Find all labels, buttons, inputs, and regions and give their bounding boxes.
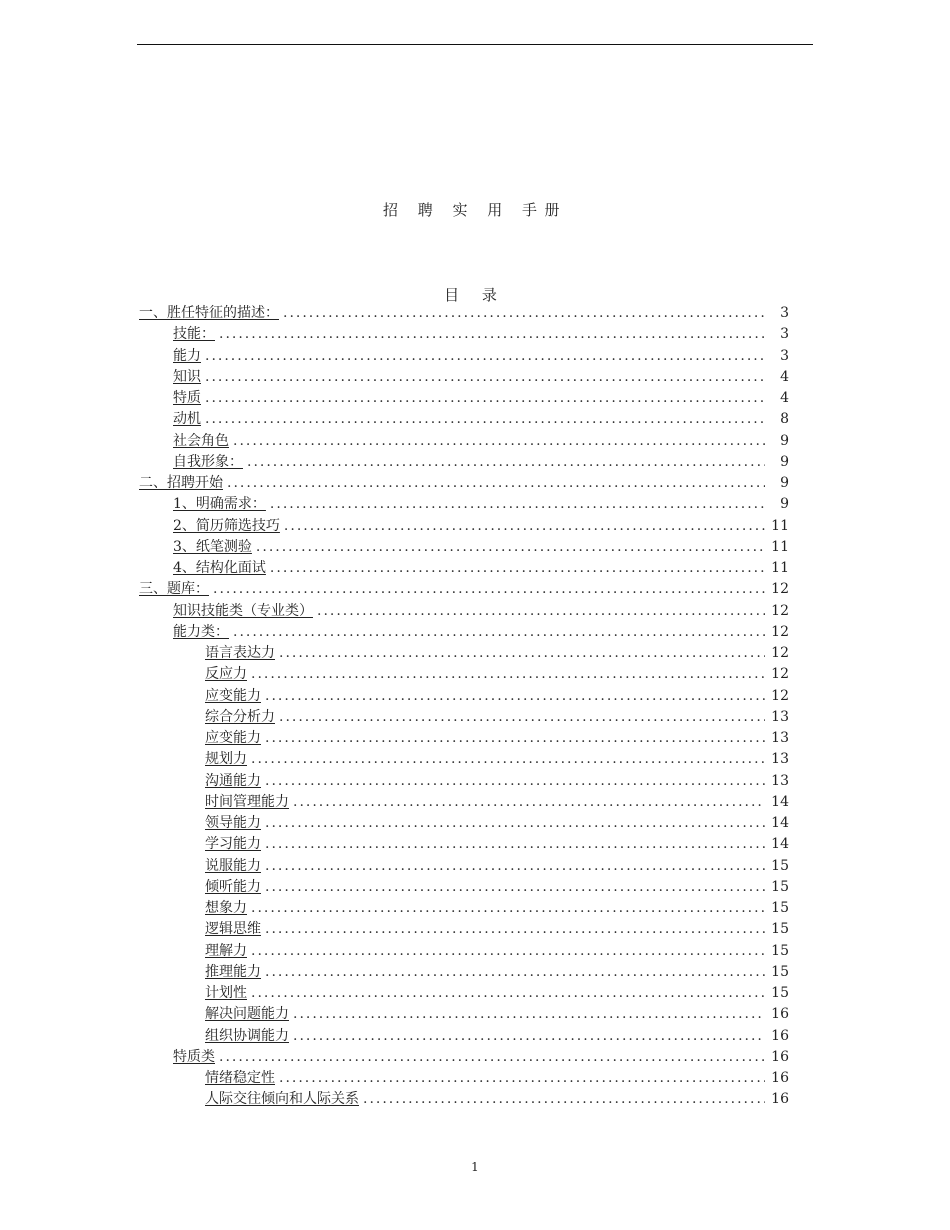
toc-entry[interactable]	[139, 919, 789, 940]
header-rule	[137, 44, 813, 45]
toc-dot-leader	[279, 707, 765, 728]
toc-entry-label[interactable]: 应变能力	[205, 687, 261, 704]
toc-entry[interactable]	[139, 346, 789, 367]
toc-entry[interactable]	[139, 792, 789, 813]
toc-entry-label[interactable]: 时间管理能力	[205, 793, 289, 810]
toc-dot-leader	[205, 409, 765, 430]
toc-dot-leader	[219, 1047, 765, 1068]
toc-entry-page: 12	[771, 666, 789, 683]
toc-entry[interactable]	[139, 537, 789, 558]
toc-dot-leader	[279, 1068, 765, 1089]
toc-entry[interactable]	[139, 473, 789, 494]
toc-entry-page: 12	[771, 602, 789, 619]
toc-entry-label[interactable]: 计划性	[205, 985, 247, 1001]
toc-dot-leader	[284, 516, 765, 537]
toc-entry[interactable]	[139, 409, 789, 430]
toc-dot-leader	[205, 388, 765, 409]
toc-entry-label[interactable]: 人际交往倾向和人际关系	[205, 1091, 359, 1108]
toc-entry-label[interactable]: 逻辑思维	[205, 921, 261, 938]
toc-dot-leader	[283, 303, 765, 324]
toc-dot-leader	[293, 792, 765, 813]
toc-entry-page: 3	[780, 347, 789, 364]
toc-entry[interactable]	[139, 1089, 789, 1110]
toc-entry-label[interactable]: 3、纸笔测验	[173, 538, 252, 555]
toc-entry-label[interactable]: 想象力	[205, 900, 247, 916]
toc-heading: 目 录	[444, 286, 506, 304]
toc-entry[interactable]	[139, 813, 789, 834]
toc-dot-leader	[279, 643, 765, 664]
toc-entry[interactable]	[139, 898, 789, 919]
toc-entry-label[interactable]: 三、题库：	[139, 581, 209, 598]
toc-entry[interactable]	[139, 579, 789, 600]
toc-entry[interactable]	[139, 324, 789, 345]
toc-dot-leader	[233, 431, 765, 452]
toc-entry[interactable]	[139, 771, 789, 792]
toc-entry[interactable]	[139, 962, 789, 983]
toc-entry-label[interactable]: 特质	[173, 390, 201, 406]
toc-entry[interactable]	[139, 856, 789, 877]
toc-entry-page: 13	[771, 708, 789, 725]
toc-dot-leader	[265, 771, 765, 792]
toc-entry-page: 15	[771, 857, 789, 874]
toc-entry-page: 15	[771, 942, 789, 959]
toc-entry-label[interactable]: 知识	[173, 368, 201, 385]
toc-dot-leader	[265, 856, 765, 877]
toc-entry[interactable]	[139, 1004, 789, 1025]
toc-dot-leader	[213, 579, 765, 600]
toc-entry-page: 14	[771, 815, 789, 831]
toc-entry[interactable]	[139, 622, 789, 643]
toc-dot-leader	[256, 537, 765, 558]
toc-entry[interactable]	[139, 941, 789, 962]
toc-entry-page: 4	[780, 368, 789, 385]
toc-entry-page: 14	[771, 836, 789, 853]
toc-entry-label[interactable]: 综合分析力	[205, 708, 275, 725]
toc-entry-label[interactable]: 1、明确需求：	[173, 496, 266, 513]
toc-dot-leader	[205, 346, 765, 367]
toc-entry[interactable]	[139, 707, 789, 728]
toc-entry-page: 13	[771, 751, 789, 768]
toc-entry[interactable]	[139, 388, 789, 409]
toc-entry[interactable]	[139, 367, 789, 388]
toc-entry-page: 12	[771, 645, 789, 661]
toc-entry-label[interactable]: 2、简历筛选技巧	[173, 517, 280, 534]
toc-entry-page: 9	[780, 453, 789, 470]
toc-dot-leader	[227, 473, 765, 494]
toc-entry-page: 16	[771, 1006, 789, 1023]
toc-dot-leader	[265, 813, 765, 834]
toc-entry-page: 9	[780, 475, 789, 491]
toc-entry-page: 16	[771, 1027, 789, 1044]
toc-entry-label[interactable]: 二、招聘开始	[139, 475, 223, 491]
toc-entry[interactable]	[139, 877, 789, 898]
toc-entry[interactable]	[139, 983, 789, 1004]
toc-entry-label[interactable]: 能力	[173, 347, 201, 364]
toc-dot-leader	[270, 558, 765, 579]
toc-entry-page: 16	[771, 1070, 789, 1086]
toc-entry-label[interactable]: 知识技能类（专业类）	[173, 602, 313, 619]
toc-dot-leader	[317, 601, 765, 622]
table-of-contents	[139, 303, 789, 1111]
toc-entry-page: 8	[780, 411, 789, 428]
toc-entry[interactable]	[139, 516, 789, 537]
toc-dot-leader	[251, 664, 765, 685]
toc-dot-leader	[233, 622, 765, 643]
toc-entry-page: 3	[780, 305, 789, 321]
toc-entry-label[interactable]: 说服能力	[205, 857, 261, 874]
toc-entry-page: 11	[771, 538, 789, 555]
toc-entry-label[interactable]: 社会角色	[173, 432, 229, 449]
toc-entry-page: 15	[771, 900, 789, 916]
toc-dot-leader	[293, 1026, 765, 1047]
toc-entry[interactable]	[139, 749, 789, 770]
toc-entry-label[interactable]: 解决问题能力	[205, 1006, 289, 1023]
toc-entry[interactable]	[139, 1068, 789, 1089]
toc-entry-page: 11	[771, 560, 789, 576]
toc-entry-page: 16	[771, 1048, 789, 1065]
toc-entry-label[interactable]: 组织协调能力	[205, 1027, 289, 1044]
toc-entry[interactable]	[139, 728, 789, 749]
toc-entry[interactable]	[139, 601, 789, 622]
toc-entry-label[interactable]: 4、结构化面试	[173, 560, 266, 576]
toc-entry-label[interactable]: 情绪稳定性	[205, 1070, 275, 1086]
toc-entry-page: 3	[780, 326, 789, 343]
toc-dot-leader	[265, 877, 765, 898]
toc-entry-label[interactable]: 理解力	[205, 942, 247, 959]
toc-entry-label[interactable]: 能力类：	[173, 623, 229, 640]
toc-entry-page: 9	[780, 432, 789, 449]
toc-entry[interactable]	[139, 643, 789, 664]
toc-entry-page: 14	[771, 793, 789, 810]
toc-entry[interactable]	[139, 452, 789, 473]
toc-entry-page: 13	[771, 772, 789, 789]
toc-entry-label[interactable]: 推理能力	[205, 963, 261, 980]
toc-entry-label[interactable]: 沟通能力	[205, 772, 261, 789]
toc-dot-leader	[219, 324, 765, 345]
page-number: 1	[471, 1160, 479, 1174]
toc-dot-leader	[363, 1089, 765, 1110]
toc-entry-label[interactable]: 语言表达力	[205, 645, 275, 661]
toc-entry-page: 12	[771, 581, 789, 598]
toc-dot-leader	[265, 919, 765, 940]
toc-entry-label[interactable]: 反应力	[205, 666, 247, 683]
toc-dot-leader	[251, 749, 765, 770]
toc-entry[interactable]	[139, 431, 789, 452]
toc-entry[interactable]	[139, 1047, 789, 1068]
toc-dot-leader	[251, 941, 765, 962]
toc-dot-leader	[205, 367, 765, 388]
toc-entry-label[interactable]: 领导能力	[205, 815, 261, 831]
toc-entry-page: 12	[771, 687, 789, 704]
toc-entry-label[interactable]: 学习能力	[205, 836, 261, 853]
toc-entry-label[interactable]: 特质类	[173, 1048, 215, 1065]
toc-dot-leader	[270, 494, 765, 515]
toc-entry-label[interactable]: 技能：	[173, 326, 215, 343]
toc-dot-leader	[265, 686, 765, 707]
toc-entry-page: 16	[771, 1091, 789, 1108]
toc-entry-page: 11	[771, 517, 789, 534]
toc-dot-leader	[265, 728, 765, 749]
document-title: 招 聘 实 用 手册	[382, 201, 568, 219]
toc-entry[interactable]	[139, 664, 789, 685]
toc-dot-leader	[293, 1004, 765, 1025]
toc-entry-label[interactable]: 应变能力	[205, 730, 261, 746]
toc-entry-label[interactable]: 规划力	[205, 751, 247, 768]
toc-entry[interactable]	[139, 494, 789, 515]
toc-entry-page: 13	[771, 730, 789, 746]
toc-entry-page: 15	[771, 985, 789, 1001]
toc-entry[interactable]	[139, 1026, 789, 1047]
toc-dot-leader	[251, 898, 765, 919]
toc-entry-label[interactable]: 一、胜任特征的描述：	[139, 305, 279, 321]
toc-entry-page: 15	[771, 963, 789, 980]
toc-entry-page: 15	[771, 921, 789, 938]
toc-entry-label[interactable]: 倾听能力	[205, 878, 261, 895]
toc-dot-leader	[247, 452, 765, 473]
toc-entry-page: 9	[780, 496, 789, 513]
toc-entry-page: 15	[771, 878, 789, 895]
toc-dot-leader	[265, 834, 765, 855]
toc-entry-page: 12	[771, 623, 789, 640]
toc-entry[interactable]	[139, 686, 789, 707]
toc-entry-label[interactable]: 自我形象：	[173, 453, 243, 470]
toc-dot-leader	[251, 983, 765, 1004]
toc-entry[interactable]	[139, 303, 789, 324]
toc-entry[interactable]	[139, 558, 789, 579]
toc-entry-label[interactable]: 动机	[173, 411, 201, 428]
toc-entry-page: 4	[780, 390, 789, 406]
toc-dot-leader	[265, 962, 765, 983]
toc-entry[interactable]	[139, 834, 789, 855]
